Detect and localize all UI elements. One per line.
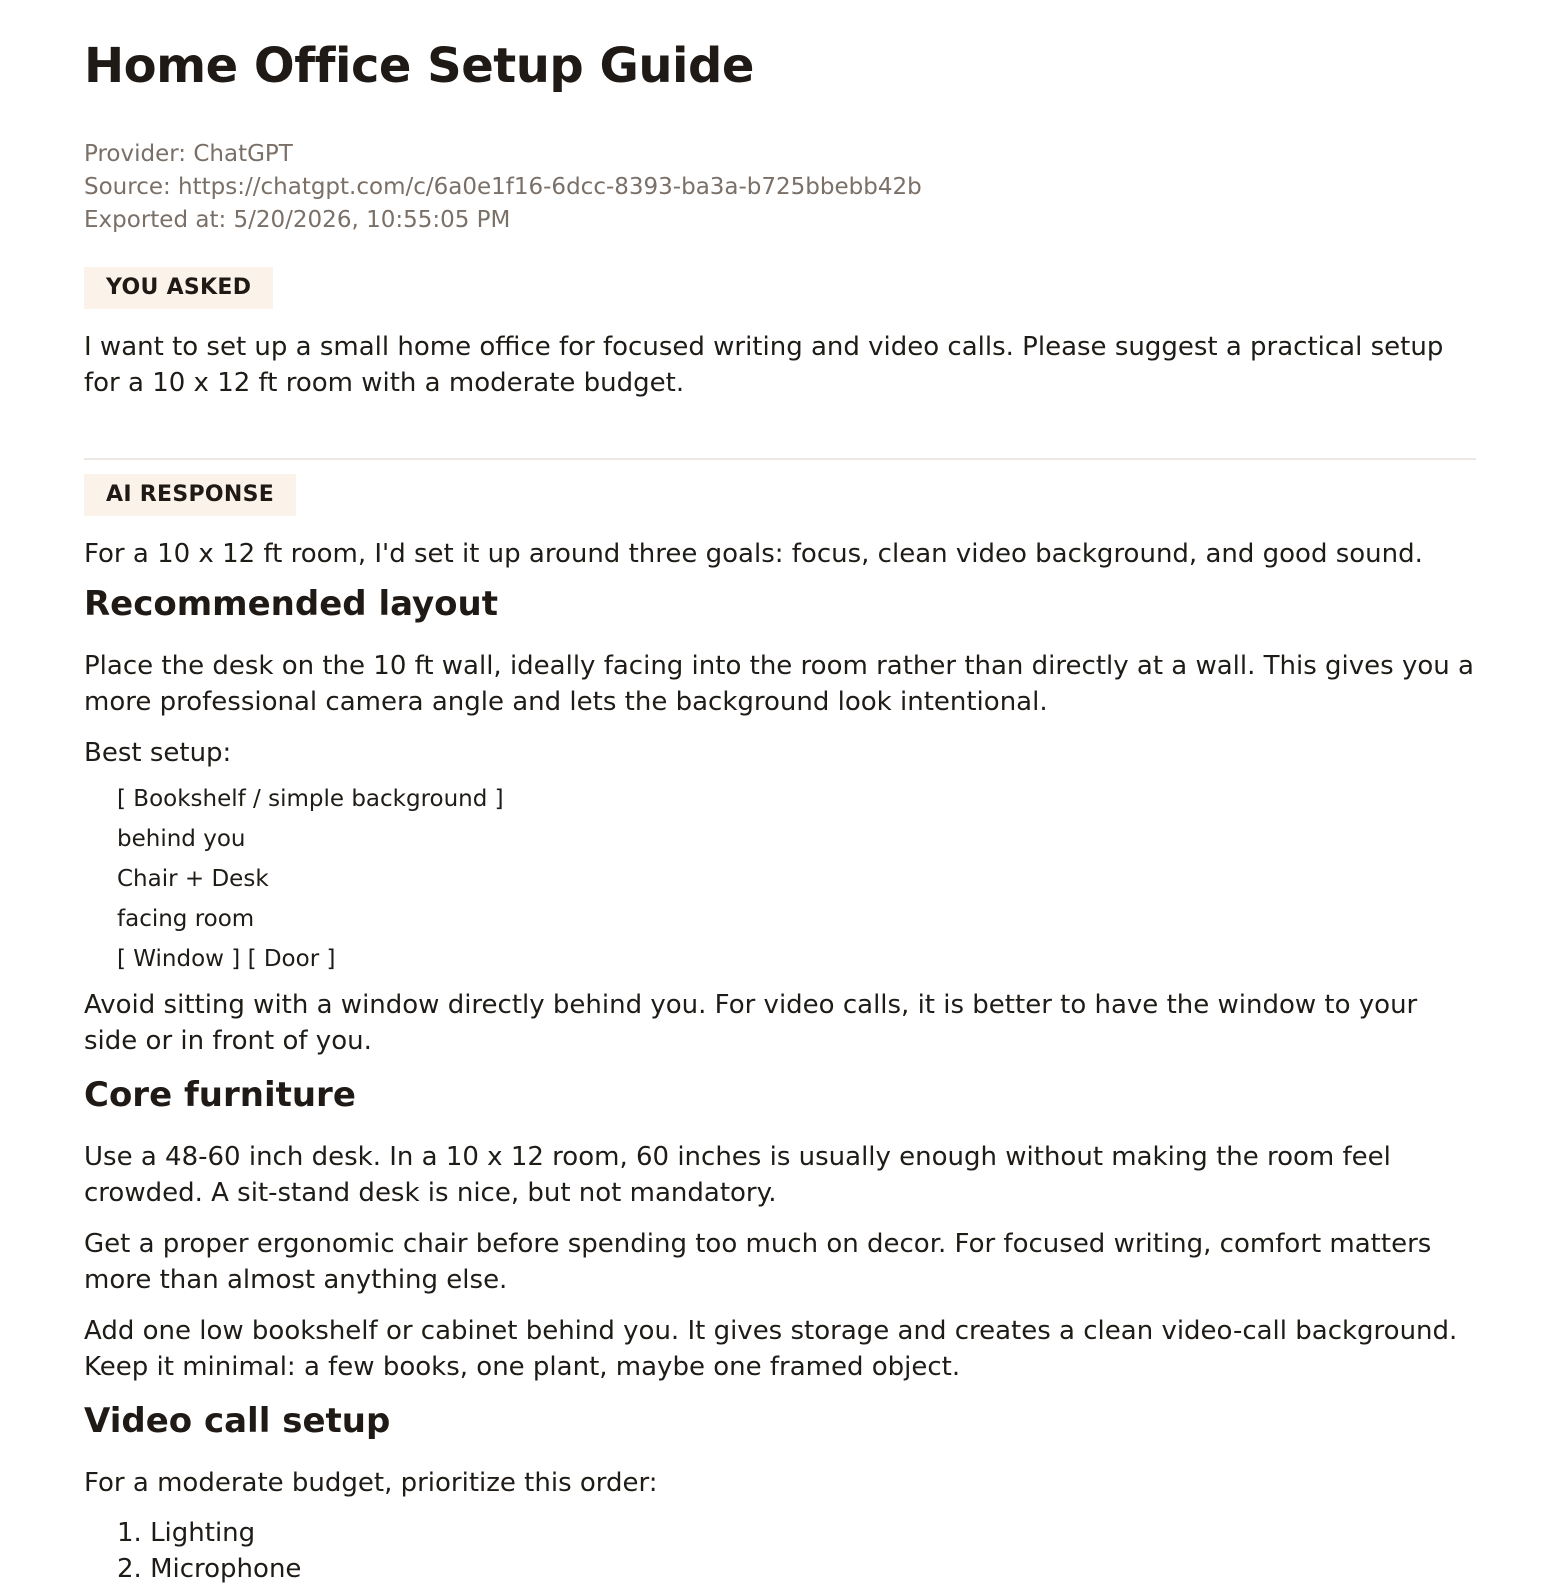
diagram-line: behind you (117, 826, 246, 852)
priority-list (84, 1515, 1476, 1587)
meta-provider: Provider: ChatGPT (84, 141, 293, 167)
heading-core-furniture: Core furniture (84, 1075, 356, 1115)
meta-source: Source: https://chatgpt.com/c/6a0e1f16-6dcc-8393-ba3a-b725bbebb42b (84, 174, 922, 200)
heading-video-call-setup: Video call setup (84, 1401, 391, 1441)
user-question: I want to set up a small home office for focused writing and video calls. Please suggest a practical setup for a 10 x 12 ft room with a moderate budget. (84, 332, 1444, 398)
room-layout-diagram (84, 779, 1476, 979)
response-intro: For a 10 x 12 ft room, I'd set it up around three goals: focus, clean video background, and good sound. (84, 539, 1423, 569)
list-item: 1. Lighting (117, 1518, 256, 1548)
section-divider (84, 458, 1476, 460)
diagram-line: Chair + Desk (117, 866, 269, 892)
document-title: Home Office Setup Guide (84, 38, 754, 94)
you-asked-badge: YOU ASKED (84, 267, 273, 309)
furniture-paragraph: Add one low bookshelf or cabinet behind you. It gives storage and creates a clean video-call background. Keep it minimal: a few books, one plant, maybe one framed object. (84, 1316, 1458, 1382)
ai-response-badge: AI RESPONSE (84, 474, 296, 516)
best-setup-label: Best setup: (84, 738, 232, 768)
furniture-paragraph: Get a proper ergonomic chair before spending too much on decor. For focused writing, comfort matters more than almost anything else. (84, 1229, 1432, 1295)
document-metadata (84, 138, 1476, 237)
window-note: Avoid sitting with a window directly behind you. For video calls, it is better to have the window to your side or in front of you. (84, 990, 1418, 1056)
list-item: 2. Microphone (117, 1554, 302, 1584)
meta-exported-at: Exported at: 5/20/2026, 10:55:05 PM (84, 207, 511, 233)
diagram-line: facing room (117, 906, 255, 932)
furniture-paragraph: Use a 48-60 inch desk. In a 10 x 12 room, 60 inches is usually enough without making the room feel crowded. A sit-stand desk is nice, but not mandatory. (84, 1142, 1391, 1208)
diagram-line: [ Bookshelf / simple background ] (117, 786, 504, 812)
layout-paragraph: Place the desk on the 10 ft wall, ideally facing into the room rather than directly at a wall. This gives you a more professional camera angle and lets the background look intentional. (84, 651, 1474, 717)
heading-recommended-layout: Recommended layout (84, 584, 498, 624)
document-page (84, 0, 1476, 1587)
diagram-line: [ Window ] [ Door ] (117, 946, 336, 972)
video-intro: For a moderate budget, prioritize this order: (84, 1468, 658, 1498)
